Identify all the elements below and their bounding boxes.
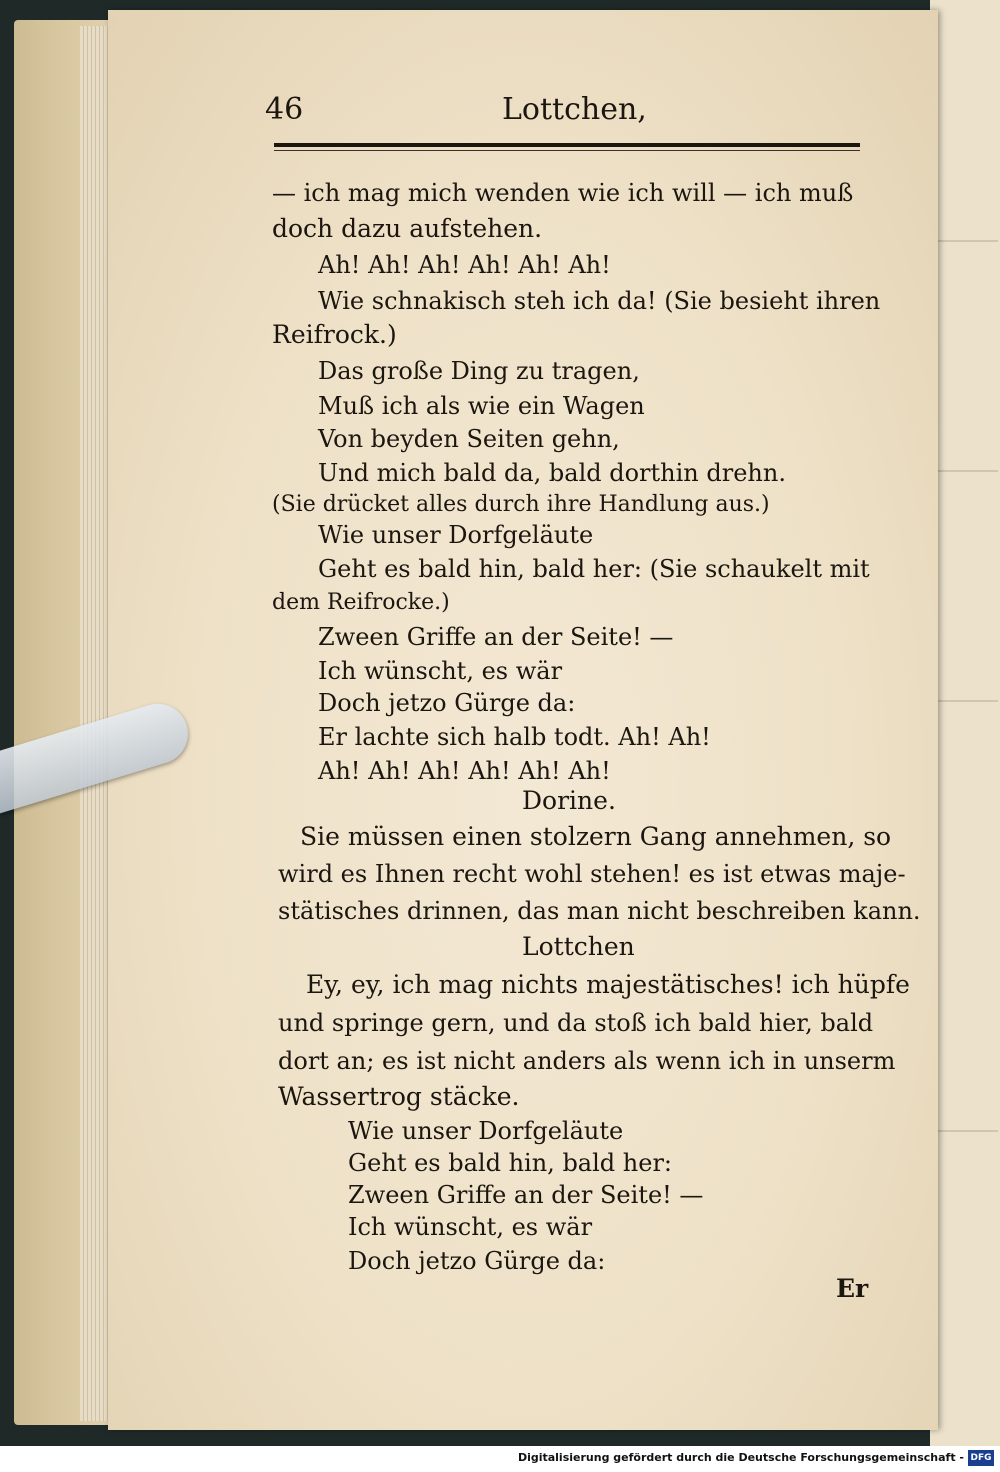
text-line: doch dazu aufstehen. bbox=[272, 214, 543, 243]
bleed-through-mark bbox=[938, 1130, 998, 1132]
verse-line: Geht es bald hin, bald her: (Sie schaukelt mit bbox=[318, 555, 870, 583]
verse-line: Geht es bald hin, bald her: bbox=[348, 1149, 672, 1177]
verse-line: Doch jetzo Gürge da: bbox=[318, 689, 576, 717]
text-line: und springe gern, und da stoß ich bald hier, bald bbox=[278, 1009, 874, 1037]
text-line: Sie müssen einen stolzern Gang annehmen, so bbox=[300, 822, 892, 851]
verse-line: Zween Griffe an der Seite! — bbox=[318, 623, 674, 651]
text-line: Ey, ey, ich mag nichts majestätisches! ich hüpfe bbox=[306, 970, 910, 999]
verse-line: Ah! Ah! Ah! Ah! Ah! Ah! bbox=[318, 757, 611, 785]
text-line: Wassertrog stäcke. bbox=[278, 1082, 520, 1111]
bleed-through-mark bbox=[938, 240, 998, 242]
verse-line: Von beyden Seiten gehn, bbox=[318, 425, 620, 453]
verse-line: Ah! Ah! Ah! Ah! Ah! Ah! bbox=[318, 251, 611, 279]
page-number: 46 bbox=[265, 92, 304, 127]
stage-direction: (Sie drücket alles durch ihre Handlung aus.) bbox=[272, 492, 770, 517]
stage-direction: Reifrock.) bbox=[272, 320, 397, 349]
verse-line: Ich wünscht, es wär bbox=[318, 657, 563, 685]
bleed-through-mark bbox=[938, 470, 998, 472]
running-head bbox=[265, 92, 855, 136]
funding-credit: Digitalisierung gefördert durch die Deutsche Forschungsgemeinschaft - bbox=[517, 1451, 964, 1464]
verse-line: Muß ich als wie ein Wagen bbox=[318, 392, 645, 420]
running-title: Lottchen, bbox=[502, 92, 647, 127]
verse-line: Doch jetzo Gürge da: bbox=[348, 1247, 606, 1275]
dfg-logo: DFG bbox=[968, 1450, 994, 1466]
bleed-through-mark bbox=[938, 700, 998, 702]
verse-line: Zween Griffe an der Seite! — bbox=[348, 1181, 704, 1209]
verse-line: Und mich bald da, bald dorthin drehn. bbox=[318, 459, 786, 487]
verse-line: Wie unser Dorfgeläute bbox=[318, 521, 594, 549]
header-rule-thin bbox=[274, 150, 860, 151]
catchword: Er bbox=[836, 1274, 869, 1303]
text-line: Wie schnakisch steh ich da! (Sie besieht ihren bbox=[318, 287, 881, 315]
header-rule bbox=[274, 143, 860, 147]
verse-line: Ich wünscht, es wär bbox=[348, 1213, 593, 1241]
stage-direction: dem Reifrocke.) bbox=[272, 590, 450, 615]
verse-line: Wie unser Dorfgeläute bbox=[348, 1117, 624, 1145]
text-line: wird es Ihnen recht wohl stehen! es ist etwas maje- bbox=[278, 860, 906, 888]
text-line: dort an; es ist nicht anders als wenn ich in unserm bbox=[278, 1047, 896, 1075]
footer-bar bbox=[0, 1446, 1000, 1472]
speaker-name: Dorine. bbox=[522, 786, 616, 815]
speaker-name: Lottchen bbox=[522, 932, 635, 961]
facing-page-edge bbox=[930, 0, 1000, 1446]
verse-line: Er lachte sich halb todt. Ah! Ah! bbox=[318, 723, 711, 751]
verse-line: Das große Ding zu tragen, bbox=[318, 357, 640, 385]
text-line: stätisches drinnen, das man nicht beschreiben kann. bbox=[278, 897, 921, 925]
text-line: — ich mag mich wenden wie ich will — ich muß bbox=[272, 179, 854, 207]
